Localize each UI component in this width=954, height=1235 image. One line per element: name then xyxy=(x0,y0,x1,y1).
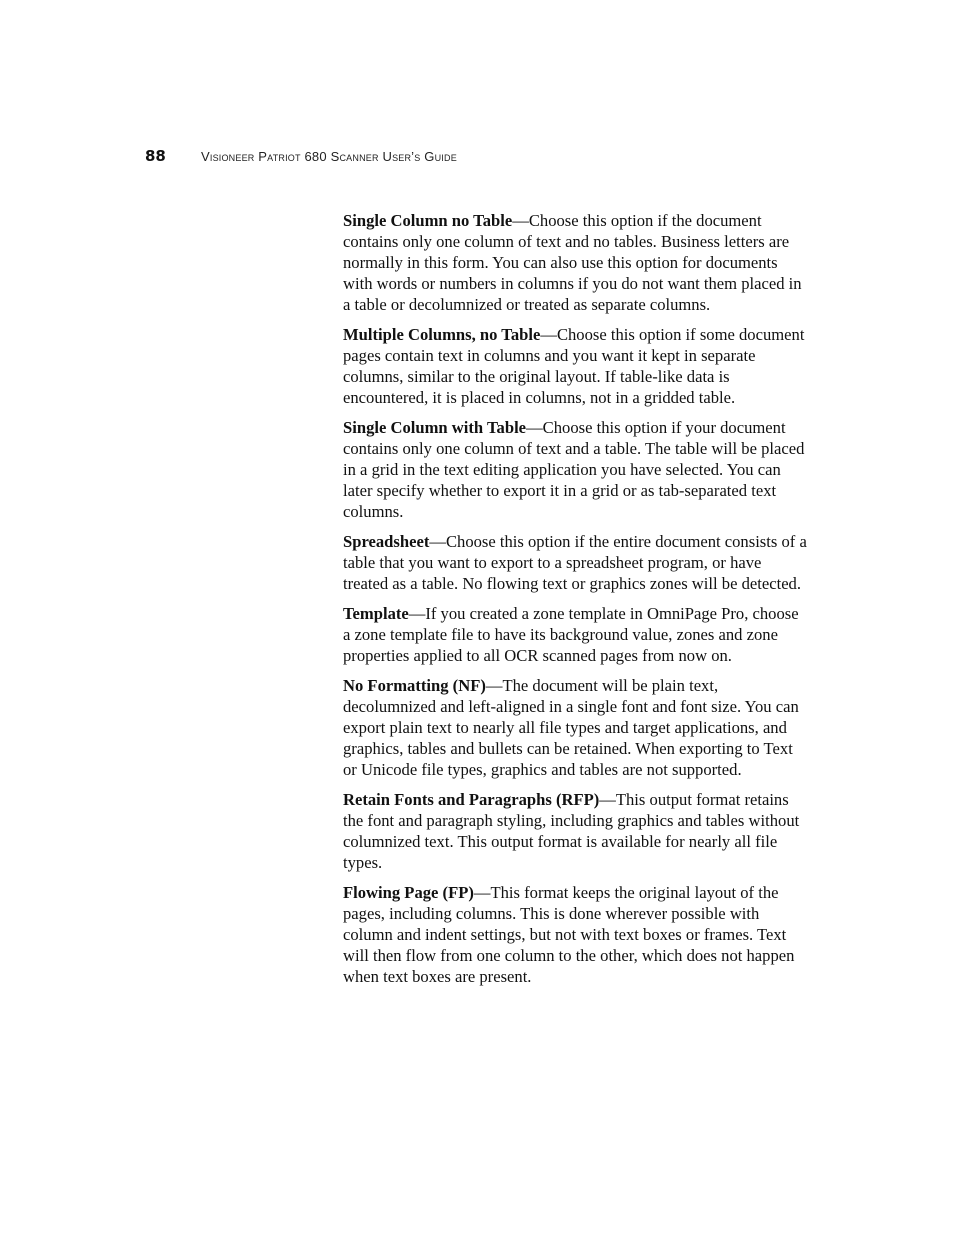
term-label: Spreadsheet xyxy=(343,532,430,551)
paragraph-text: —This output format retains the font and paragraph styling, including graphics and tables without columnized text. This output format is available for nearly all file types. xyxy=(343,790,800,872)
paragraph-flowing-page xyxy=(343,882,809,987)
page-header xyxy=(145,147,457,169)
term-label: Template xyxy=(343,604,409,623)
paragraph-spreadsheet xyxy=(343,531,809,594)
paragraph-no-formatting xyxy=(343,675,809,780)
paragraph-multiple-columns-no-table xyxy=(343,324,809,408)
term-label: No Formatting (NF) xyxy=(343,676,486,695)
term-label: Flowing Page (FP) xyxy=(343,883,474,902)
term-label: Single Column with Table xyxy=(343,418,527,437)
body-text xyxy=(343,210,809,996)
page-number: 88 xyxy=(145,147,166,165)
paragraph-text: —If you created a zone template in OmniPage Pro, choose a zone template file to have its background value, zones and zone properties applied to all OCR scanned pages from now on. xyxy=(343,604,799,665)
term-label: Multiple Columns, no Table xyxy=(343,325,541,344)
paragraph-text: —This format keeps the original layout of the pages, including columns. This is done wherever possible with column and indent settings, but not with text boxes or frames. Text will then flow from one column to the other, which does not happen when text boxes are present. xyxy=(343,883,795,986)
paragraph-text: —Choose this option if some document pages contain text in columns and you want it kept in separate columns, similar to the original layout. If table-like data is encountered, it is placed in columns, not in a gridded table. xyxy=(343,325,805,407)
paragraph-retain-fonts-and-paragraphs xyxy=(343,789,809,873)
paragraph-template xyxy=(343,603,809,666)
paragraph-text: —Choose this option if the document contains only one column of text and no tables. Business letters are normally in this form. You can also use this option for documents with words or numbers in columns if you do not want them placed in a table or decolumnized or treated as separate columns. xyxy=(343,211,802,314)
running-title: Visioneer Patriot 680 Scanner User’s Guide xyxy=(201,149,457,164)
paragraph-text: —The document will be plain text, decolumnized and left-aligned in a single font and font size. You can export plain text to nearly all file types and target applications, and graphics, tables and bullets can be retained. When exporting to Text or Unicode file types, graphics and tables are not supported. xyxy=(343,676,799,779)
paragraph-text: —Choose this option if your document contains only one column of text and a table. The table will be placed in a grid in the text editing application you have selected. You can later specify whether to export it in a grid or as tab-separated text columns. xyxy=(343,418,805,521)
term-label: Retain Fonts and Paragraphs (RFP) xyxy=(343,790,600,809)
term-label: Single Column no Table xyxy=(343,211,513,230)
paragraph-single-column-no-table xyxy=(343,210,809,315)
paragraph-text: —Choose this option if the entire document consists of a table that you want to export to a spreadsheet program, or have treated as a table. No flowing text or graphics zones will be detected. xyxy=(343,532,807,593)
paragraph-single-column-with-table xyxy=(343,417,809,522)
